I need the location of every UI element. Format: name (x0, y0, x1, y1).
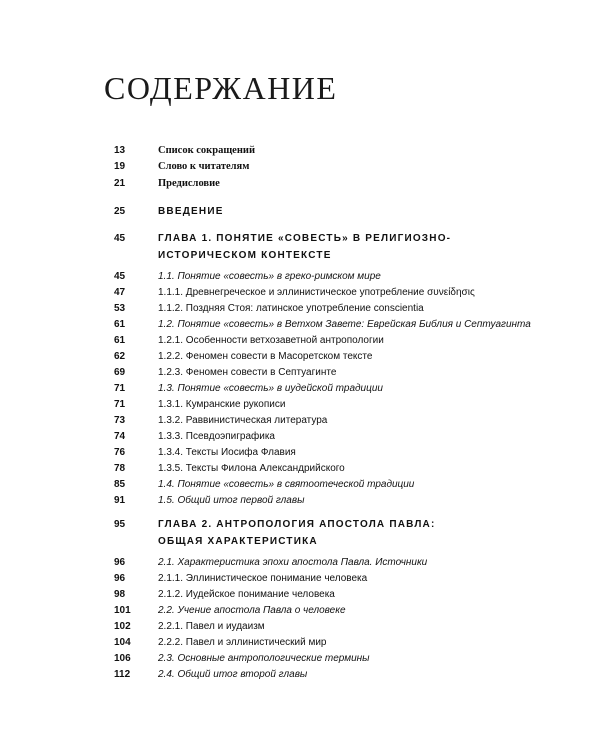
page-number: 47 (114, 287, 126, 298)
entry-title: Слово к читателям (158, 161, 250, 172)
page-number: 69 (114, 367, 126, 378)
page-number: 104 (114, 637, 131, 648)
entry-title: 2.3. Основные антропологические термины (158, 653, 370, 664)
entry-title: ВВЕДЕНИЕ (158, 206, 224, 217)
page-number: 106 (114, 653, 131, 664)
page-number: 98 (114, 589, 126, 600)
page-number: 62 (114, 351, 126, 362)
page-number: 21 (114, 178, 126, 189)
entry-title: 1.5. Общий итог первой главы (158, 495, 305, 506)
entry-title: 1.3.2. Раввинистическая литература (158, 415, 328, 426)
page-number: 112 (114, 669, 131, 680)
page-number: 91 (114, 495, 126, 506)
entry-title: 2.1.2. Иудейское понимание человека (158, 589, 335, 600)
entry-title: 1.3.3. Псевдоэпиграфика (158, 431, 275, 442)
entry-title: 1.3. Понятие «совесть» в иудейской традиции (158, 383, 383, 394)
entry-title: ГЛАВА 2. АНТРОПОЛОГИЯ АПОСТОЛА ПАВЛА: ОБЩАЯ ХАРАКТЕРИСТИКА (158, 519, 436, 547)
page-number: 71 (114, 399, 126, 410)
entry-title: 1.2.3. Феномен совести в Септуагинте (158, 367, 337, 378)
entry-title: 1.3.4. Тексты Иосифа Флавия (158, 447, 296, 458)
entry-title: 1.2.2. Феномен совести в Масоретском тексте (158, 351, 373, 362)
entry-title: Список сокращений (158, 145, 255, 156)
page-number: 71 (114, 383, 126, 394)
entry-title: 2.2.1. Павел и иудаизм (158, 621, 265, 632)
entry-title: Предисловие (158, 178, 220, 189)
page-number: 61 (114, 319, 126, 330)
entry-title: 2.2. Учение апостола Павла о человеке (158, 605, 346, 616)
entry-title: 1.4. Понятие «совесть» в святоотеческой традиции (158, 479, 415, 490)
page-number: 45 (114, 233, 126, 244)
page-number: 19 (114, 161, 126, 172)
page-number: 61 (114, 335, 126, 346)
entry-title: 1.2. Понятие «совесть» в Ветхом Завете: Еврейская Библия и Септуагинта (158, 319, 531, 330)
page-number: 95 (114, 519, 126, 530)
entry-title: 2.4. Общий итог второй главы (158, 669, 308, 680)
page-number: 74 (114, 431, 126, 442)
entry-title: 1.1.1. Древнегреческое и эллинистическое употребление συνείδησις (158, 287, 475, 298)
page-title: СОДЕРЖАНИЕ (104, 70, 338, 106)
entry-title: 2.2.2. Павел и эллинистический мир (158, 637, 327, 648)
page-number: 102 (114, 621, 131, 632)
entry-title: 2.1. Характеристика эпохи апостола Павла. Источники (158, 557, 428, 568)
entry-title: 1.3.5. Тексты Филона Александрийского (158, 463, 345, 474)
page-number: 53 (114, 303, 126, 314)
page-number: 76 (114, 447, 126, 458)
entry-title: 1.3.1. Кумранские рукописи (158, 399, 286, 410)
page-number: 25 (114, 206, 126, 217)
page-number: 13 (114, 145, 126, 156)
page-number: 85 (114, 479, 126, 490)
entry-title: ГЛАВА 1. ПОНЯТИЕ «СОВЕСТЬ» В РЕЛИГИОЗНО-ИСТОРИЧЕСКОМ КОНТЕКСТЕ (158, 233, 452, 261)
page-number: 101 (114, 605, 131, 616)
entry-title: 2.1.1. Эллинистическое понимание человека (158, 573, 368, 584)
entry-title: 1.1.2. Поздняя Стоя: латинское употребление conscientia (158, 303, 424, 314)
page-number: 96 (114, 557, 126, 568)
page-number: 96 (114, 573, 126, 584)
page-number: 73 (114, 415, 126, 426)
page-number: 78 (114, 463, 126, 474)
entry-title: 1.2.1. Особенности ветхозаветной антропологии (158, 335, 384, 346)
entry-title: 1.1. Понятие «совесть» в греко-римском мире (158, 271, 381, 282)
page-number: 45 (114, 271, 126, 282)
